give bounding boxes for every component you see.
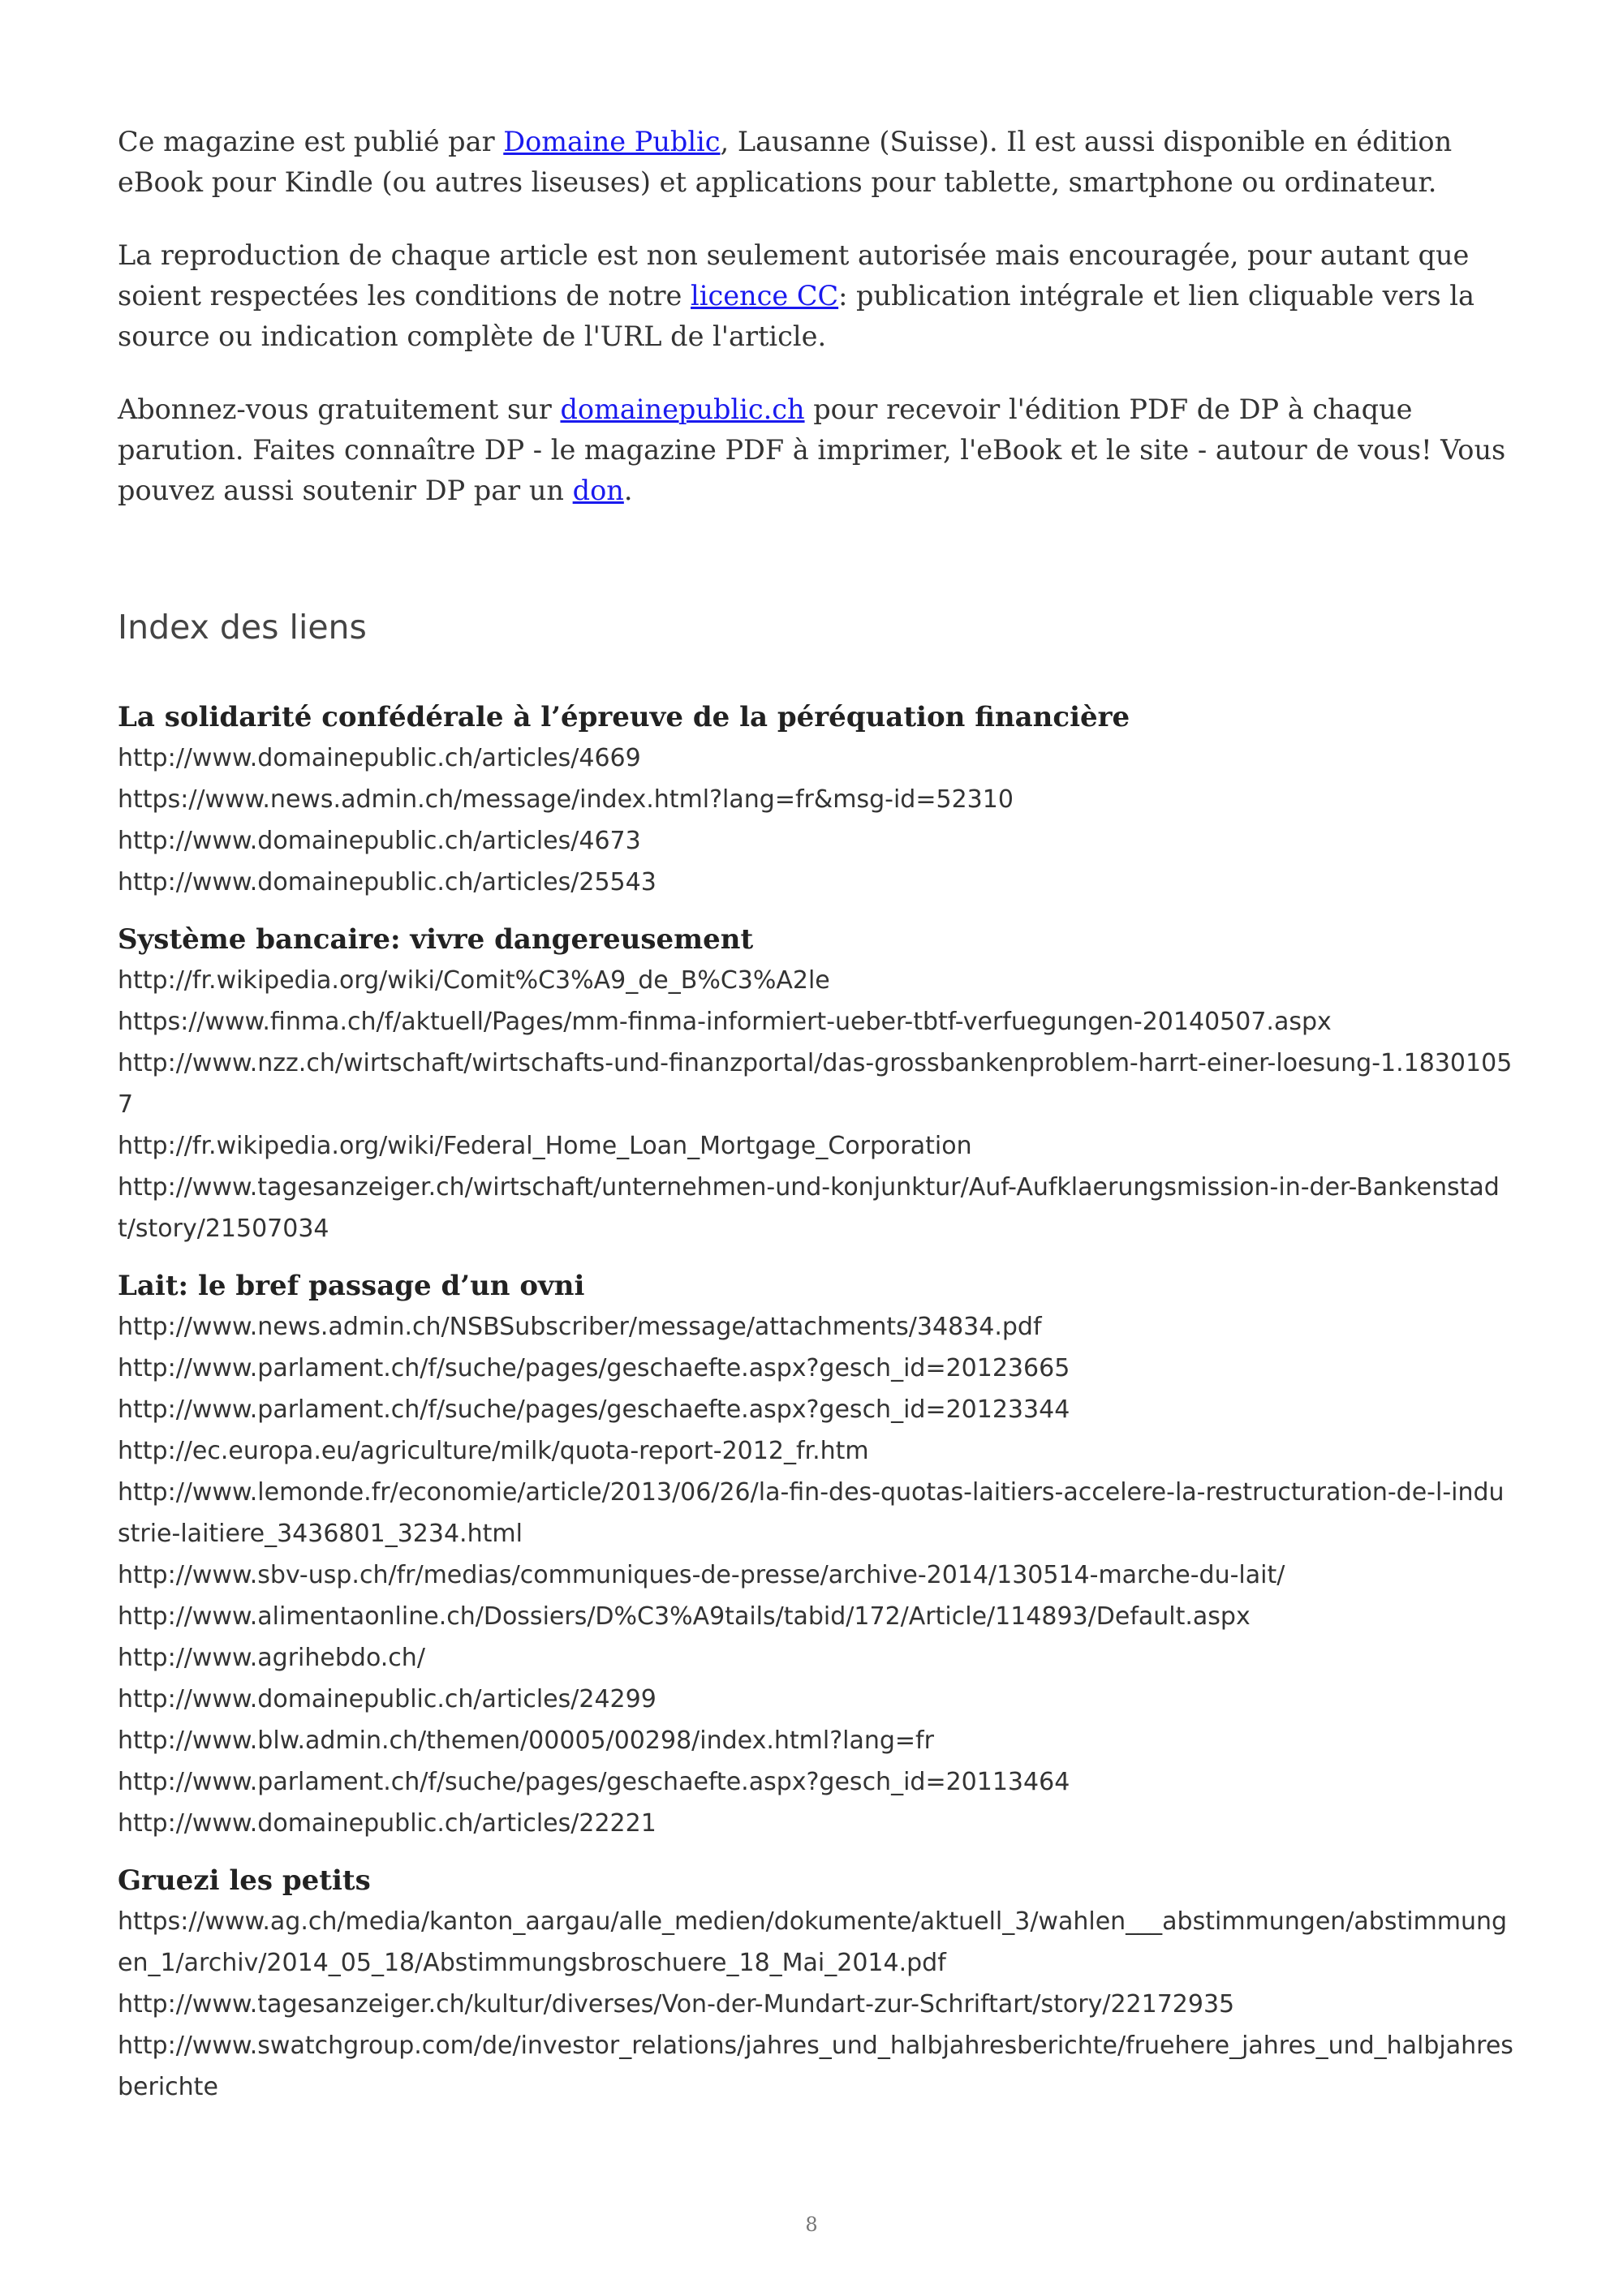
url-link[interactable]: https://www.news.admin.ch/message/index.html?lang=fr&msg-id=52310: [118, 785, 1014, 814]
url-link[interactable]: http://www.tagesanzeiger.ch/wirtschaft/unternehmen-und-konjunktur/Auf-Aufklaerungsmission-in-der-Bankenstadt/story/21507034: [118, 1173, 1500, 1243]
url-link[interactable]: http://fr.wikipedia.org/wiki/Comit%C3%A9_de_B%C3%A2le: [118, 966, 830, 995]
text: .: [623, 475, 633, 506]
url-link[interactable]: http://www.swatchgroup.com/de/investor_relations/jahres_und_halbjahresberichte/fruehere_jahres_und_halbjahresberichte: [118, 2032, 1513, 2101]
text: pour recevoir l'édition PDF de DP à chaque parution. Faites connaître DP - le magazine PDF à imprimer, l'eBook et le site - autour de vous! Vous pouvez aussi soutenir DP par un: [118, 393, 1506, 506]
url-link[interactable]: http://www.domainepublic.ch/articles/4673: [118, 827, 641, 855]
licence-cc-link[interactable]: licence CC: [691, 280, 839, 312]
link-section: [118, 1266, 1513, 1844]
domainepublic-link[interactable]: domainepublic.ch: [560, 393, 805, 425]
link-section: [118, 919, 1513, 1249]
url-link[interactable]: http://www.alimentaonline.ch/Dossiers/D%C3%A9tails/tabid/172/Article/114893/Default.aspx: [118, 1602, 1251, 1631]
url-link[interactable]: https://www.ag.ch/media/kanton_aargau/alle_medien/dokumente/aktuell_3/wahlen___abstimmungen/abstimmungen_1/archiv/2014_05_18/Abstimmungsbroschuere_18_Mai_2014.pdf: [118, 1907, 1508, 1977]
text: Abonnez-vous gratuitement sur: [118, 393, 561, 425]
link-section: [118, 697, 1513, 903]
url-link[interactable]: http://www.blw.admin.ch/themen/00005/00298/index.html?lang=fr: [118, 1726, 934, 1755]
url-link[interactable]: http://www.parlament.ch/f/suche/pages/geschaefte.aspx?gesch_id=20113464: [118, 1768, 1070, 1796]
domaine-public-link[interactable]: Domaine Public: [503, 126, 721, 157]
intro-paragraph-publisher: [118, 122, 1513, 203]
url-link[interactable]: http://www.domainepublic.ch/articles/4669: [118, 744, 641, 772]
url-link[interactable]: http://www.agrihebdo.ch/: [118, 1644, 425, 1672]
link-index: [118, 697, 1513, 2108]
link-section: [118, 1860, 1513, 2108]
url-link[interactable]: http://www.news.admin.ch/NSBSubscriber/message/attachments/34834.pdf: [118, 1313, 1042, 1341]
url-link[interactable]: http://www.tagesanzeiger.ch/kultur/diverses/Von-der-Mundart-zur-Schriftart/story/22172935: [118, 1990, 1235, 2019]
url-link[interactable]: http://www.nzz.ch/wirtschaft/wirtschafts-und-finanzportal/das-grossbankenproblem-harrt-einer-loesung-1.18301057: [118, 1049, 1513, 1119]
text: : publication intégrale et lien cliquable vers la source ou indication complète de l'URL de l'article.: [118, 280, 1474, 352]
text: Ce magazine est publié par: [118, 126, 504, 157]
url-link[interactable]: http://fr.wikipedia.org/wiki/Federal_Home_Loan_Mortgage_Corporation: [118, 1132, 972, 1160]
url-link[interactable]: http://ec.europa.eu/agriculture/milk/quota-report-2012_fr.htm: [118, 1437, 869, 1465]
document-page: [118, 122, 1513, 2124]
url-link[interactable]: http://www.domainepublic.ch/articles/24299: [118, 1685, 657, 1713]
index-heading: Index des liens: [118, 608, 367, 647]
section-title: Système bancaire: vivre dangereusement: [118, 923, 754, 956]
url-link[interactable]: http://www.parlament.ch/f/suche/pages/geschaefte.aspx?gesch_id=20123344: [118, 1395, 1070, 1424]
section-title: Lait: le bref passage d’un ovni: [118, 1270, 585, 1302]
section-title: La solidarité confédérale à l’épreuve de la péréquation financière: [118, 701, 1130, 733]
intro-paragraph-license: [118, 235, 1513, 357]
don-link[interactable]: don: [572, 475, 624, 506]
section-title: Gruezi les petits: [118, 1864, 371, 1897]
text: La reproduction de chaque article est non seulement autorisée mais encouragée, pour autant que soient respectées les conditions de notre: [118, 239, 1470, 312]
url-link[interactable]: https://www.finma.ch/f/aktuell/Pages/mm-finma-informiert-ueber-tbtf-verfuegungen-20140507.aspx: [118, 1008, 1332, 1036]
intro-paragraph-subscribe: [118, 389, 1513, 511]
url-link[interactable]: http://www.domainepublic.ch/articles/22221: [118, 1809, 657, 1838]
url-link[interactable]: http://www.parlament.ch/f/suche/pages/geschaefte.aspx?gesch_id=20123665: [118, 1354, 1070, 1382]
page-number: 8: [805, 2213, 818, 2236]
text: , Lausanne (Suisse). Il est aussi disponible en édition eBook pour Kindle (ou autres liseuses) et applications pour tablette, smartphone ou ordinateur.: [118, 126, 1453, 198]
url-link[interactable]: http://www.lemonde.fr/economie/article/2013/06/26/la-fin-des-quotas-laitiers-accelere-la-restructuration-de-l-industrie-laitiere_3436801_3234.html: [118, 1478, 1505, 1548]
url-link[interactable]: http://www.domainepublic.ch/articles/25543: [118, 868, 657, 896]
url-link[interactable]: http://www.sbv-usp.ch/fr/medias/communiques-de-presse/archive-2014/130514-marche-du-lait/: [118, 1561, 1285, 1589]
